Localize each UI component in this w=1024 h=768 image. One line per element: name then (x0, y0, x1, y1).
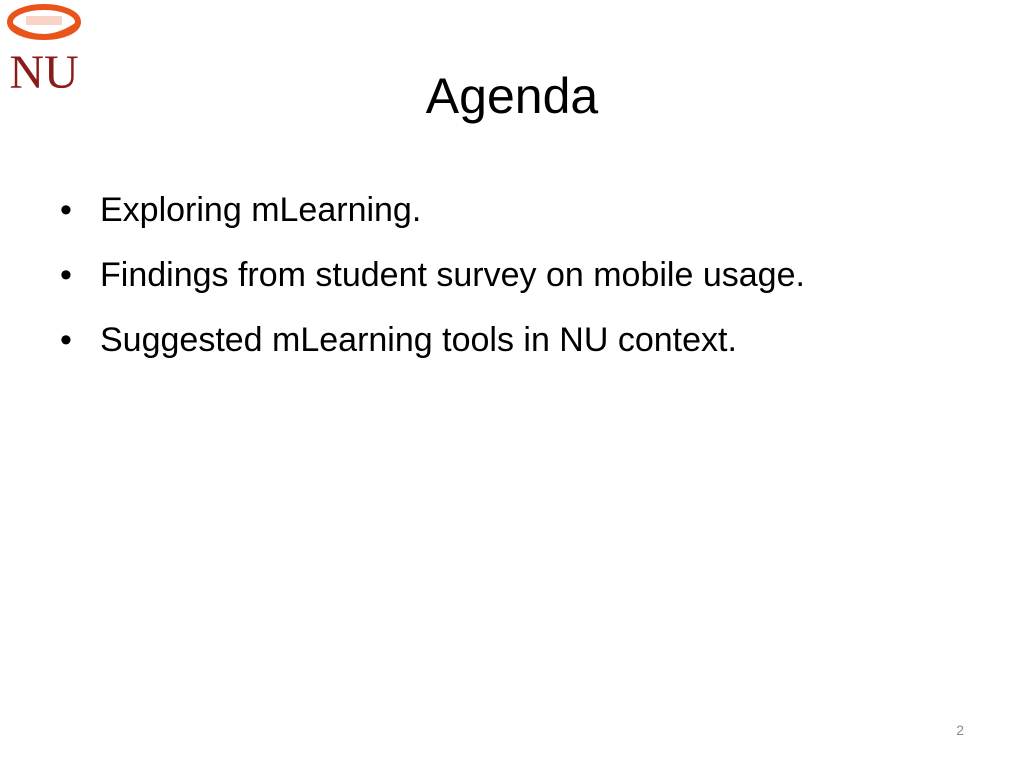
list-item (56, 316, 996, 364)
logo-letters: NU (9, 46, 79, 94)
list-item-text: Findings from student survey on mobile usage. (100, 256, 805, 294)
list-item-text: Suggested mLearning tools in NU context. (100, 321, 737, 359)
bullet-icon: • (60, 191, 72, 229)
slide-title: Agenda (425, 68, 599, 124)
bullet-icon: • (60, 256, 72, 294)
page-number: 2 (956, 722, 964, 738)
agenda-list (56, 186, 996, 381)
list-item (56, 186, 996, 234)
list-item-text: Exploring mLearning. (100, 191, 422, 229)
list-item (56, 251, 996, 299)
bullet-icon: • (60, 321, 72, 359)
